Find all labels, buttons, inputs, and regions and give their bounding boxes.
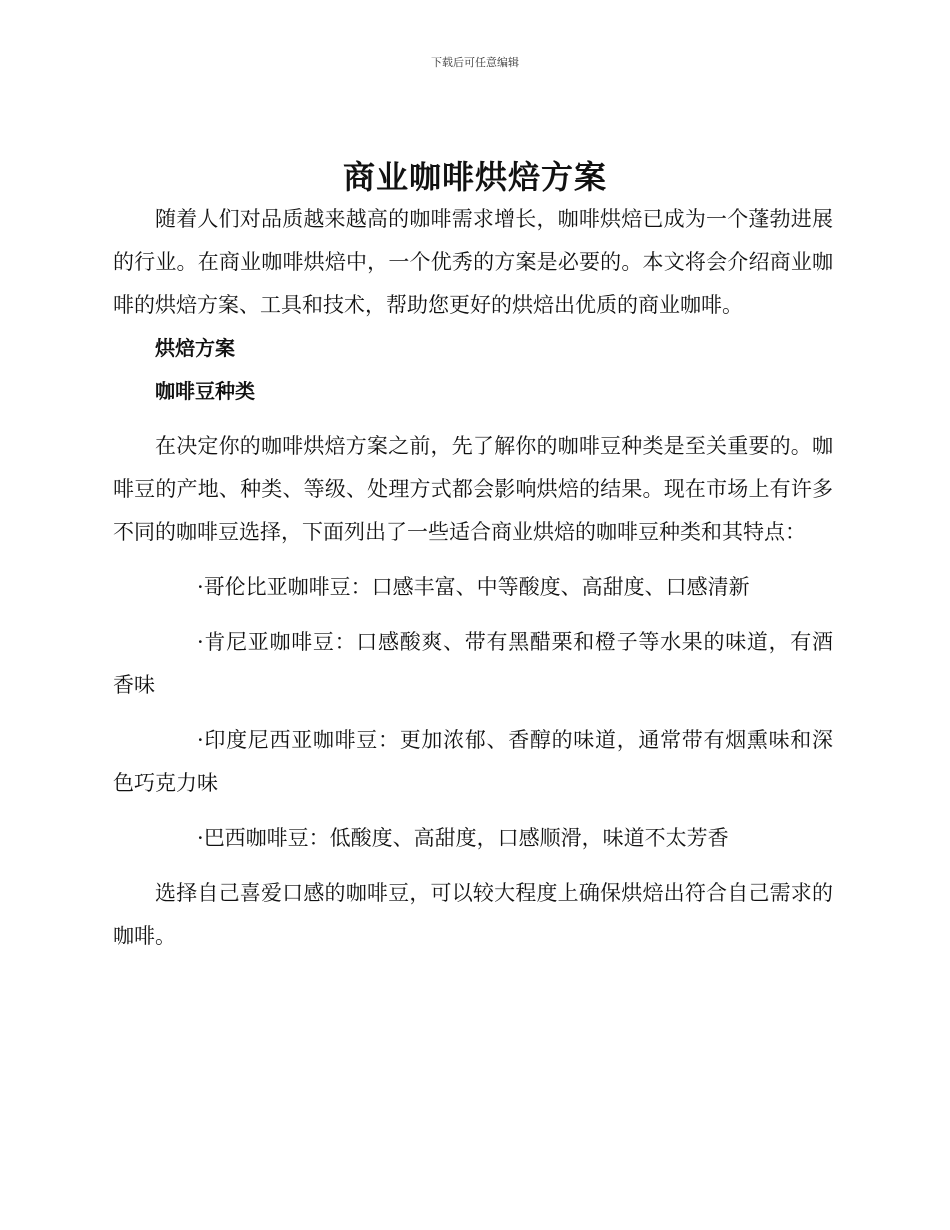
bullet-text: 哥伦比亚咖啡豆：口感丰富、中等酸度、高甜度、口感清新 [203,575,750,599]
header-note: 下载后可任意编辑 [431,56,519,69]
bullet-mark: · [197,728,204,752]
section-heading: 烘焙方案 [155,336,235,360]
beans-paragraph: 在决定你的咖啡烘焙方案之前，先了解你的咖啡豆种类是至关重要的。咖啡豆的产地、种类、等级、处理方式都会影响烘焙的结果。现在市场上有许多不同的咖啡豆选择，下面列出了一些适合商业烘焙的咖啡豆种类和其特点： [113,434,833,544]
bullet-text: 印度尼西亚咖啡豆：更加浓郁、香醇的味道，通常带有烟熏味和深色巧克力味 [113,728,833,795]
bullet-mark: · [197,826,204,850]
bullet-item [113,817,833,860]
bullet-text: 巴西咖啡豆：低酸度、高甜度，口感顺滑，味道不太芳香 [203,826,729,850]
bullet-text: 肯尼亚咖啡豆：口感酸爽、带有黑醋栗和橙子等水果的味道，有酒香味 [113,630,833,697]
closing-paragraph: 选择自己喜爱口感的咖啡豆，可以较大程度上确保烘焙出符合自己需求的咖啡。 [113,881,833,948]
bullet-mark: · [197,630,204,654]
bullet-mark: · [197,575,204,599]
subsection-heading: 咖啡豆种类 [155,379,255,403]
intro-paragraph: 随着人们对品质越来越高的咖啡需求增长，咖啡烘焙已成为一个蓬勃进展的行业。在商业咖啡烘焙中，一个优秀的方案是必要的。本文将会介绍商业咖啡的烘焙方案、工具和技术，帮助您更好的烘焙出优质的商业咖啡。 [113,207,833,317]
bullet-item [113,621,833,707]
page-title: 商业咖啡烘焙方案 [342,158,607,196]
bullet-item [113,719,833,805]
document-body [113,198,833,958]
bullet-item [113,566,833,609]
